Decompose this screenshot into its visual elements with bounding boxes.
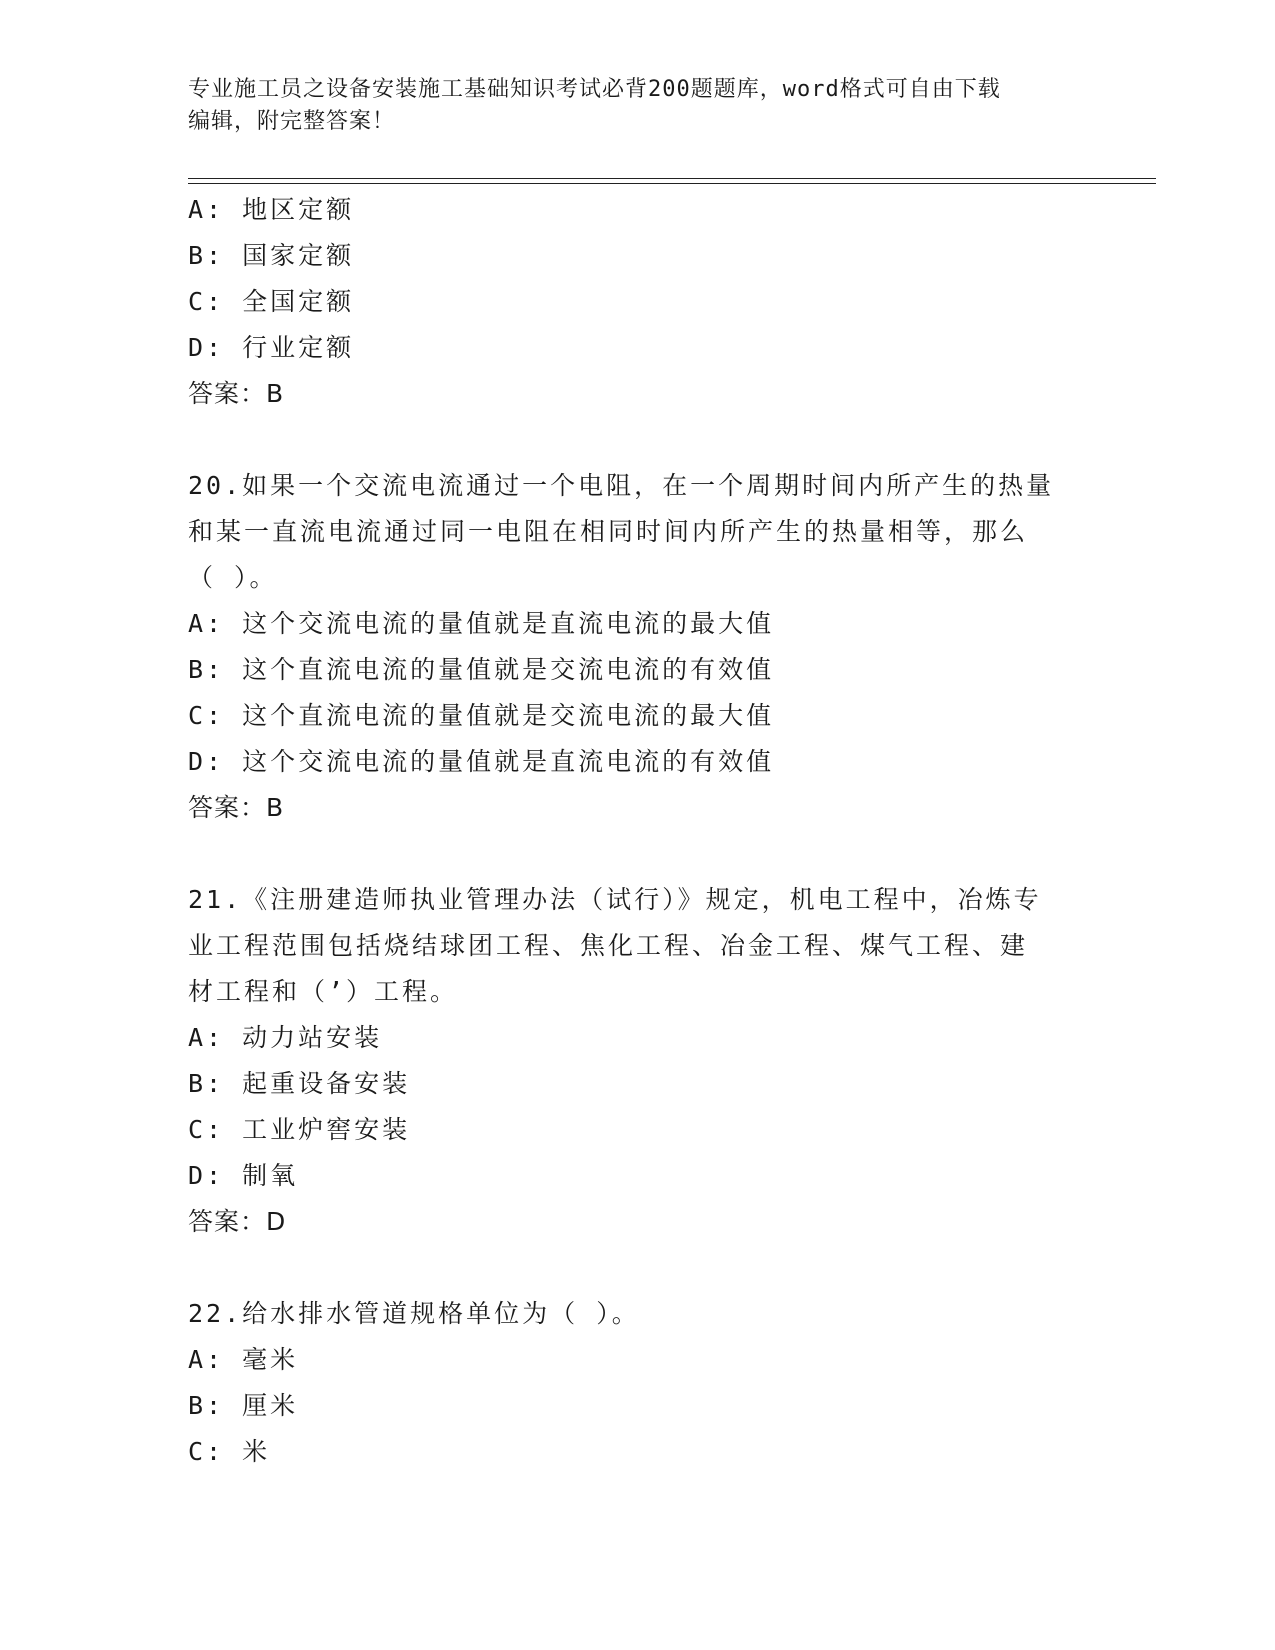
option-a: A: 动力站安装 — [188, 1023, 383, 1052]
answer-line: 答案：B — [188, 379, 285, 408]
answer-line: 答案：B — [188, 793, 285, 822]
option-c: C: 工业炉窖安装 — [188, 1115, 411, 1144]
question-text-line: 和某一直流电流通过同一电阻在相同时间内所产生的热量相等，那么 — [188, 517, 1029, 546]
document-header — [188, 74, 1088, 138]
option-b: B: 厘米 — [188, 1391, 299, 1420]
question-spacer — [188, 417, 1088, 463]
header-title-line-2: 编辑，附完整答案！ — [188, 109, 396, 134]
question-22 — [188, 1291, 1088, 1475]
question-text-line: （ ）。 — [188, 563, 278, 592]
option-a: A: 毫米 — [188, 1345, 299, 1374]
header-divider-top — [188, 178, 1156, 179]
header-title-line-1: 专业施工员之设备安装施工基础知识考试必背200题题库，word格式可自由下载 — [188, 77, 1001, 102]
option-b: B: 国家定额 — [188, 241, 355, 270]
question-19 — [188, 187, 1088, 417]
question-text-line: 业工程范围包括烧结球团工程、焦化工程、冶金工程、煤气工程、建 — [188, 931, 1029, 960]
question-text-line: 22.给水排水管道规格单位为（ ）。 — [188, 1299, 640, 1328]
option-b: B: 起重设备安装 — [188, 1069, 411, 1098]
question-spacer — [188, 831, 1088, 877]
option-a: A: 这个交流电流的量值就是直流电流的最大值 — [188, 609, 775, 638]
header-divider-bottom — [188, 183, 1156, 184]
option-a: A: 地区定额 — [188, 195, 355, 224]
question-20 — [188, 463, 1088, 831]
option-c: C: 全国定额 — [188, 287, 355, 316]
question-text-line: 21.《注册建造师执业管理办法（试行）》规定，机电工程中，冶炼专 — [188, 885, 1042, 914]
option-c: C: 米 — [188, 1437, 271, 1466]
question-text-line: 材工程和（’）工程。 — [188, 977, 459, 1006]
question-list — [188, 187, 1088, 1475]
option-d: D: 制氧 — [188, 1161, 299, 1190]
option-d: D: 行业定额 — [188, 333, 355, 362]
question-spacer — [188, 1245, 1088, 1291]
option-b: B: 这个直流电流的量值就是交流电流的有效值 — [188, 655, 775, 684]
option-c: C: 这个直流电流的量值就是交流电流的最大值 — [188, 701, 775, 730]
answer-line: 答案：D — [188, 1207, 287, 1236]
question-text-line: 20.如果一个交流电流通过一个电阻，在一个周期时间内所产生的热量 — [188, 471, 1055, 500]
option-d: D: 这个交流电流的量值就是直流电流的有效值 — [188, 747, 775, 776]
question-21 — [188, 877, 1088, 1245]
